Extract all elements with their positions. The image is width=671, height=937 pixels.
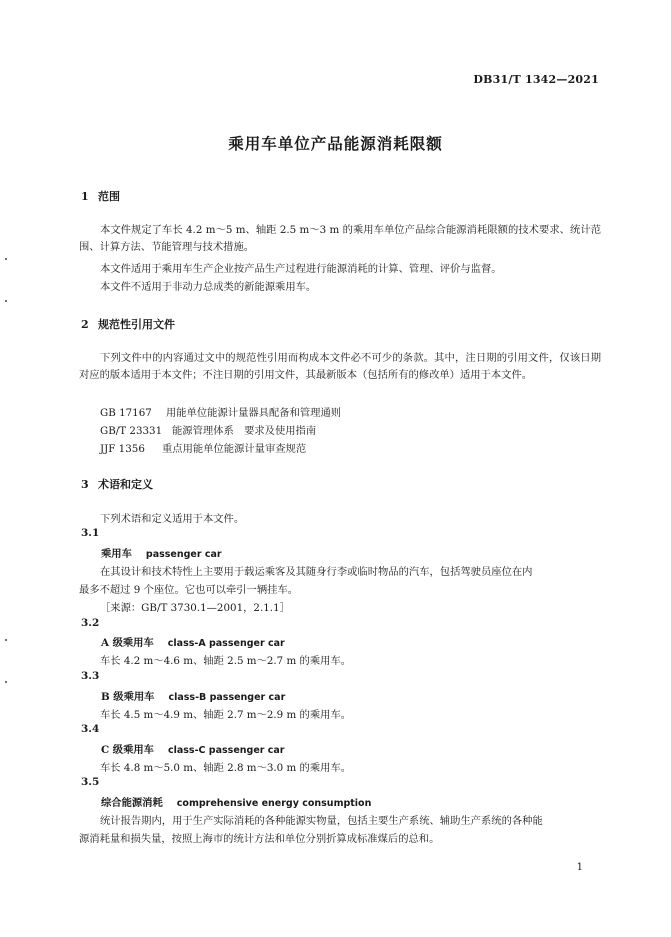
term-definition: 车长 4.2 m～4.6 m、轴距 2.5 m～2.7 m 的乘用车。 [100,655,352,667]
term-definition: 最多不超过 9 个座位。它也可以牵引一辆挂车。 [79,584,299,596]
reference-code: GB/T 23331 [100,425,163,437]
reference-title: 能源管理体系 要求及使用指南 [172,425,317,437]
reference-item [100,404,341,419]
term-zh: C 级乘用车 [101,744,154,756]
scope-paragraph-3: 本文件不适用于非动力总成类的新能源乘用车。 [100,281,317,293]
term-zh: 综合能源消耗 [101,797,163,809]
term-zh: A 级乘用车 [101,637,154,649]
scope-paragraph-2: 本文件适用于乘用车生产企业按产品生产过程进行能源消耗的计算、管理、评价与监督。 [100,263,502,275]
term-number: 3.4 [81,723,100,735]
reference-item [100,440,306,455]
term-name [101,741,285,756]
section-title: 规范性引用文件 [98,318,175,331]
term-definition: 源消耗量和损失量，按照上海市的统计方法和单位分别折算成标准煤后的总和。 [79,833,440,845]
term-definition: 统计报告期内，用于生产实际消耗的各种能源实物量，包括主要生产系统、辅助生产系统的各种能 [100,815,543,827]
section-number: 1 [81,190,89,203]
reference-code: JJF 1356 [100,443,145,455]
section-1-heading [81,188,120,204]
reference-code: GB 17167 [100,407,152,419]
section-title: 术语和定义 [98,478,153,491]
term-number: 3.1 [81,527,100,539]
term-zh: 乘用车 [101,548,132,560]
term-en: comprehensive energy consumption [176,798,372,809]
reference-title: 用能单位能源计量器具配备和管理通则 [166,407,342,419]
term-en: class-B passenger car [168,692,286,703]
term-en: passenger car [145,549,222,560]
document-title: 乘用车单位产品能源消耗限额 [228,134,443,153]
term-number: 3.2 [81,617,100,629]
scan-mark [5,639,7,641]
page-number: 1 [576,862,583,873]
normative-references-paragraph: 下列文件中的内容通过文中的规范性引用而构成本文件必不可少的条款。其中，注日期的引用文件，仅该日期对应的版本适用于本文件；不注日期的引用文件，其最新版本（包括所有的修改单）适用于本文件。 [79,352,601,381]
scan-mark [5,300,7,302]
term-name [101,634,285,649]
section-number: 3 [81,478,89,491]
standard-number: DB31/T 1342—2021 [473,73,599,86]
term-definition: 车长 4.8 m～5.0 m、轴距 2.8 m～3.0 m 的乘用车。 [100,762,352,774]
term-definition: 在其设计和技术特性上主要用于载运乘客及其随身行李或临时物品的汽车，包括驾驶员座位在内 [100,566,533,578]
terms-intro: 下列术语和定义适用于本文件。 [100,513,245,525]
section-2-heading [81,316,175,332]
term-name [101,794,371,809]
scope-paragraph-1: 本文件规定了车长 4.2 m～5 m、轴距 2.5 m～3 m 的乘用车单位产品综合能源消耗限额的技术要求、统计范围、计算方法、节能管理与技术措施。 [79,224,601,253]
reference-title: 重点用能单位能源计量审查规范 [162,443,307,455]
section-title: 范围 [98,190,120,203]
reference-item [100,422,316,437]
scan-mark [5,681,7,683]
section-number: 2 [81,318,89,331]
term-name [101,688,285,703]
term-definition: 车长 4.5 m～4.9 m、轴距 2.7 m～2.9 m 的乘用车。 [100,709,352,721]
term-zh: B 级乘用车 [101,691,155,703]
term-name [101,545,222,560]
term-en: class-A passenger car [167,638,285,649]
term-number: 3.5 [81,776,100,788]
term-number: 3.3 [81,670,100,682]
scan-mark [5,258,7,260]
term-source: ［来源：GB/T 3730.1—2001，2.1.1］ [100,602,290,614]
term-en: class-C passenger car [167,745,285,756]
section-3-heading [81,476,153,492]
